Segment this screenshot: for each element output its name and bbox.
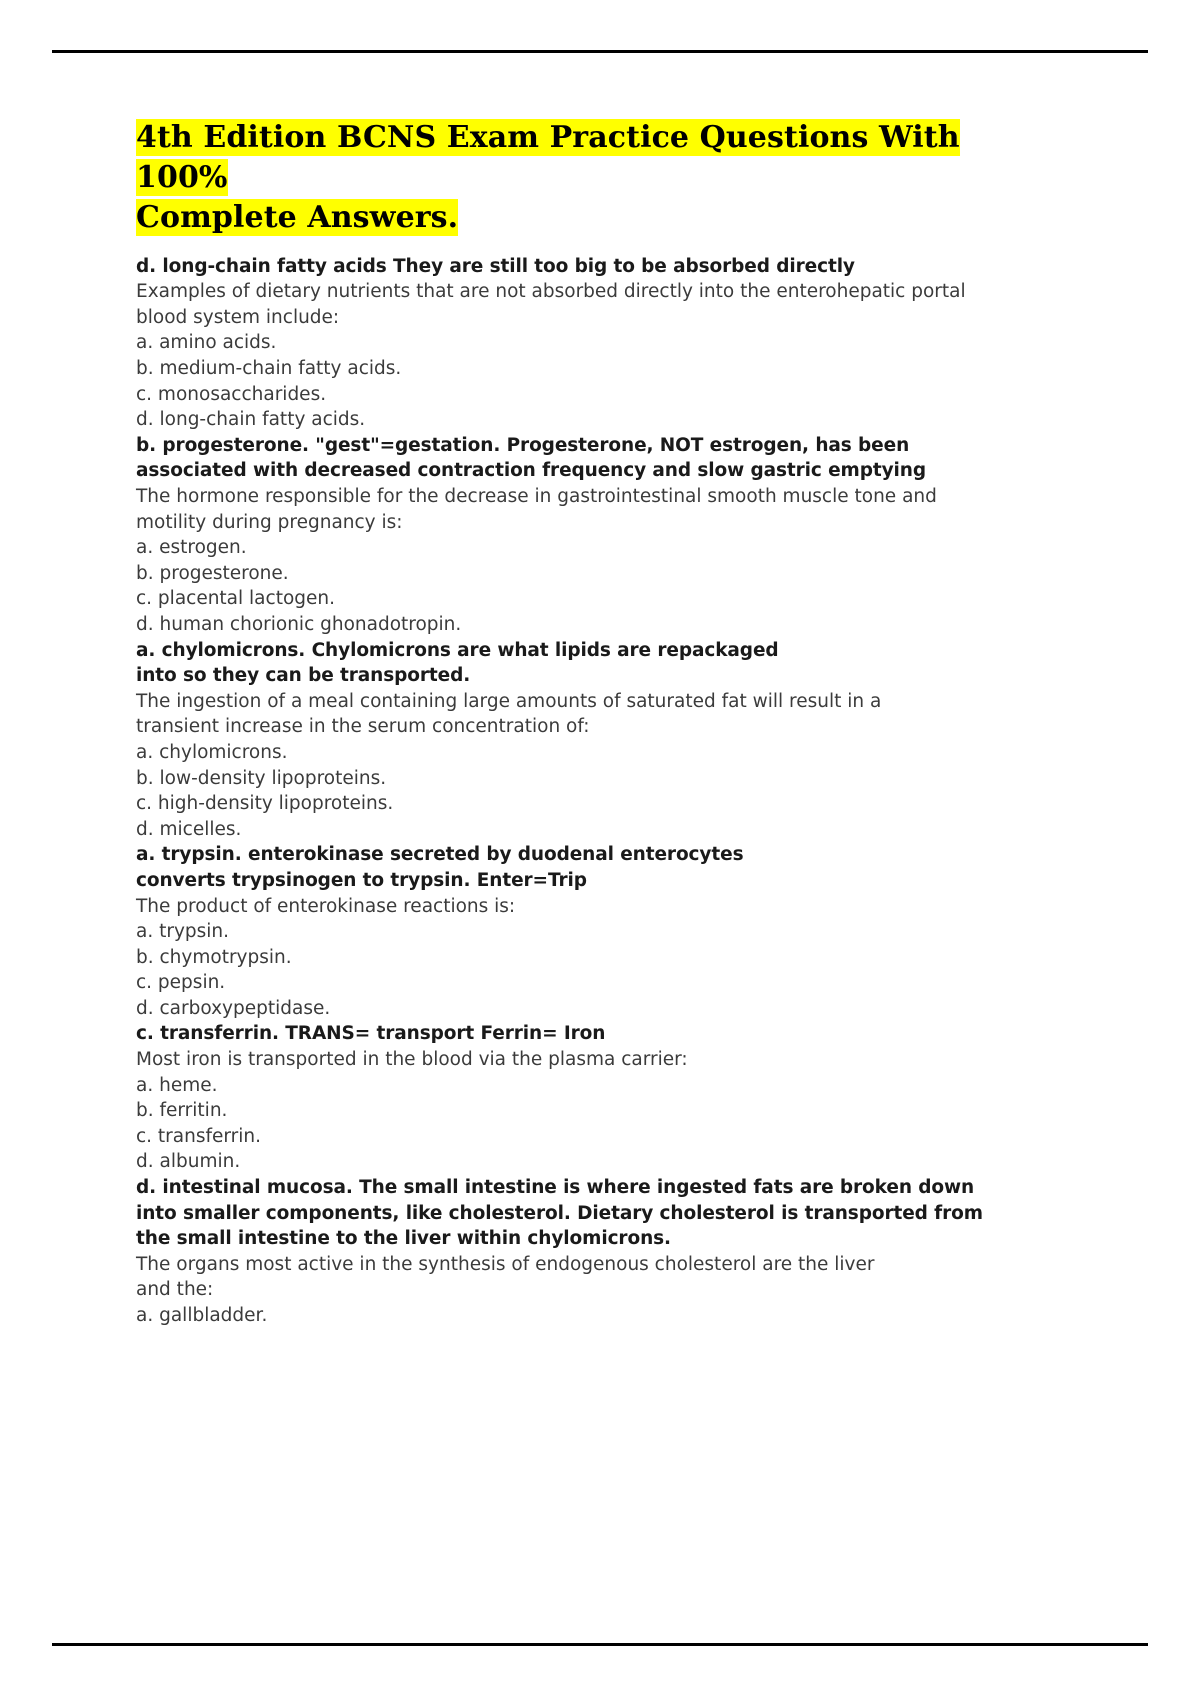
choice-line: a. trypsin. xyxy=(136,921,230,943)
choice-line: b. low-density lipoproteins. xyxy=(136,767,387,789)
question-line: The ingestion of a meal containing large amounts of saturated fat will result in a xyxy=(136,690,882,712)
question-line: transient increase in the serum concentration of: xyxy=(136,716,590,738)
choice-line: b. chymotrypsin. xyxy=(136,946,292,968)
answer-line: d. intestinal mucosa. The small intestine is where ingested fats are broken down xyxy=(136,1177,975,1199)
page-title-line-2: Complete Answers. xyxy=(136,199,459,235)
question-line: and the: xyxy=(136,1279,214,1301)
choice-line: b. progesterone. xyxy=(136,562,289,584)
answer-line: into smaller components, like cholesterol. Dietary cholesterol is transported from xyxy=(136,1202,983,1224)
choice-line: a. estrogen. xyxy=(136,537,247,559)
question-line: blood system include: xyxy=(136,306,340,328)
qa-block xyxy=(136,638,1016,843)
page-bottom-rule xyxy=(52,1643,1148,1646)
question-line: Examples of dietary nutrients that are not absorbed directly into the enterohepatic portal xyxy=(136,281,966,303)
choice-line: c. placental lactogen. xyxy=(136,588,335,610)
choice-line: b. ferritin. xyxy=(136,1100,228,1122)
choice-line: c. transferrin. xyxy=(136,1125,262,1147)
choice-line: a. chylomicrons. xyxy=(136,741,288,763)
answer-line: converts trypsinogen to trypsin. Enter=Trip xyxy=(136,869,587,891)
choice-line: d. micelles. xyxy=(136,818,242,840)
question-line: The hormone responsible for the decrease in gastrointestinal smooth muscle tone and xyxy=(136,486,937,508)
qa-block xyxy=(136,1021,1016,1175)
page-title-line-1: 4th Edition BCNS Exam Practice Questions With 100% xyxy=(136,120,960,195)
question-line: The organs most active in the synthesis of endogenous cholesterol are the liver xyxy=(136,1253,875,1275)
answer-line: a. trypsin. enterokinase secreted by duodenal enterocytes xyxy=(136,844,744,866)
choice-line: a. heme. xyxy=(136,1074,218,1096)
choice-line: c. monosaccharides. xyxy=(136,383,327,405)
choice-line: d. albumin. xyxy=(136,1151,241,1173)
answer-line: into so they can be transported. xyxy=(136,665,471,687)
choice-line: c. pepsin. xyxy=(136,972,226,994)
question-answer-list xyxy=(136,254,1016,1329)
answer-line: associated with decreased contraction frequency and slow gastric emptying xyxy=(136,460,927,482)
answer-line: b. progesterone. "gest"=gestation. Progesterone, NOT estrogen, has been xyxy=(136,434,910,456)
answer-line: d. long-chain fatty acids They are still too big to be absorbed directly xyxy=(136,255,855,277)
qa-block xyxy=(136,842,1016,1021)
choice-line: d. human chorionic ghonadotropin. xyxy=(136,613,462,635)
answer-line: the small intestine to the liver within chylomicrons. xyxy=(136,1228,671,1250)
qa-block xyxy=(136,433,1016,638)
document-content xyxy=(136,118,1016,1329)
question-line: motility during pregnancy is: xyxy=(136,511,403,533)
choice-line: d. carboxypeptidase. xyxy=(136,997,331,1019)
qa-block xyxy=(136,1175,1016,1329)
choice-line: a. gallbladder. xyxy=(136,1305,268,1327)
qa-block xyxy=(136,254,1016,433)
choice-line: b. medium-chain fatty acids. xyxy=(136,358,402,380)
page-top-rule xyxy=(52,50,1148,53)
choice-line: c. high-density lipoproteins. xyxy=(136,793,394,815)
answer-line: a. chylomicrons. Chylomicrons are what lipids are repackaged xyxy=(136,639,779,661)
page-title xyxy=(136,118,1016,238)
question-line: The product of enterokinase reactions is: xyxy=(136,895,516,917)
choice-line: d. long-chain fatty acids. xyxy=(136,409,366,431)
question-line: Most iron is transported in the blood via the plasma carrier: xyxy=(136,1049,688,1071)
choice-line: a. amino acids. xyxy=(136,332,277,354)
answer-line: c. transferrin. TRANS= transport Ferrin= Iron xyxy=(136,1023,606,1045)
